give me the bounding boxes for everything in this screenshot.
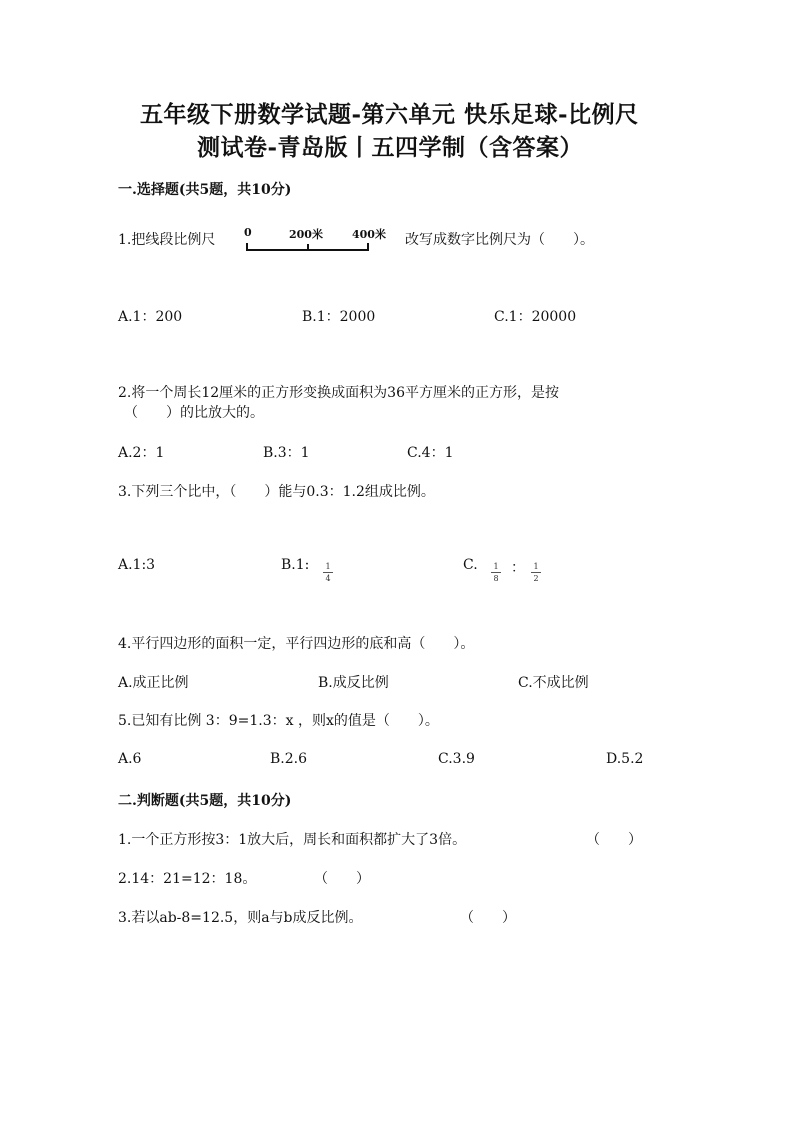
question-4-stem: 4.平行四边形的面积一定，平行四边形的底和高（ ）。 [118, 636, 475, 652]
question-1-stem-after: 改写成数字比例尺为（ ）。 [405, 232, 594, 248]
scale-label-0: 0 [244, 226, 252, 239]
fraction-numerator: 1 [325, 562, 331, 571]
scale-label-200: 200米 [289, 228, 323, 241]
question-2-stem-line2: （ ）的比放大的。 [124, 405, 264, 421]
question-2-stem-line1: 2.将一个周长12厘米的正方形变换成面积为36平方厘米的正方形，是按 [118, 385, 559, 401]
page-title-line1: 五年级下册数学试题-第六单元 快乐足球-比例尺 [140, 101, 639, 128]
question-3-stem: 3.下列三个比中，（ ）能与0.3：1.2组成比例。 [118, 484, 435, 500]
fraction-numerator: 1 [533, 562, 539, 571]
fraction-denominator: 2 [533, 574, 539, 583]
question-4-option-a: A.成正比例 [118, 675, 189, 691]
scale-label-400: 400米 [352, 228, 386, 241]
question-2-option-a: A.2：1 [118, 445, 165, 461]
question-5-option-b: B.2.6 [270, 751, 308, 767]
section-heading-choice: 一.选择题(共5题，共10分) [118, 182, 292, 198]
question-5-stem: 5.已知有比例 3：9=1.3：x ，则x的值是（ ）。 [118, 713, 439, 729]
scale-bar-graphic [244, 240, 372, 254]
judgment-3-blank: （ ） [460, 910, 516, 926]
question-5-option-a: A.6 [118, 751, 142, 767]
question-3-option-c-colon: ： [511, 560, 525, 576]
judgment-1-blank: （ ） [586, 832, 642, 848]
question-3-option-a: A.1:3 [118, 557, 156, 573]
question-3-fraction-c-left [491, 562, 501, 583]
fraction-denominator: 4 [325, 574, 331, 583]
question-2-option-c: C.4：1 [407, 445, 454, 461]
question-5-option-c: C.3.9 [438, 751, 475, 767]
question-3-fraction-b [323, 562, 333, 583]
question-1-stem-before: 1.把线段比例尺 [118, 232, 216, 248]
question-3-option-b: B.1: [281, 557, 310, 573]
judgment-2-stem: 2.14：21=12：18。 [118, 871, 257, 887]
judgment-2-blank: （ ） [314, 871, 370, 887]
section-heading-judgment: 二.判断题(共5题，共10分) [118, 793, 292, 809]
question-3-option-c: C. [463, 557, 478, 573]
fraction-numerator: 1 [493, 562, 499, 571]
question-2-option-b: B.3：1 [263, 445, 310, 461]
question-5-option-d: D.5.2 [606, 751, 644, 767]
question-3-fraction-c-right [531, 562, 541, 583]
judgment-1-stem: 1.一个正方形按3：1放大后，周长和面积都扩大了3倍。 [118, 832, 467, 848]
question-1-option-b: B.1：2000 [302, 309, 376, 325]
page-title-line2: 测试卷-青岛版丨五四学制（含答案） [197, 134, 584, 161]
question-4-option-b: B.成反比例 [318, 675, 389, 691]
judgment-3-stem: 3.若以ab-8=12.5，则a与b成反比例。 [118, 910, 363, 926]
fraction-denominator: 8 [493, 574, 499, 583]
question-4-option-c: C.不成比例 [518, 675, 589, 691]
question-1-option-c: C.1：20000 [494, 309, 577, 325]
question-1-option-a: A.1：200 [118, 309, 183, 325]
